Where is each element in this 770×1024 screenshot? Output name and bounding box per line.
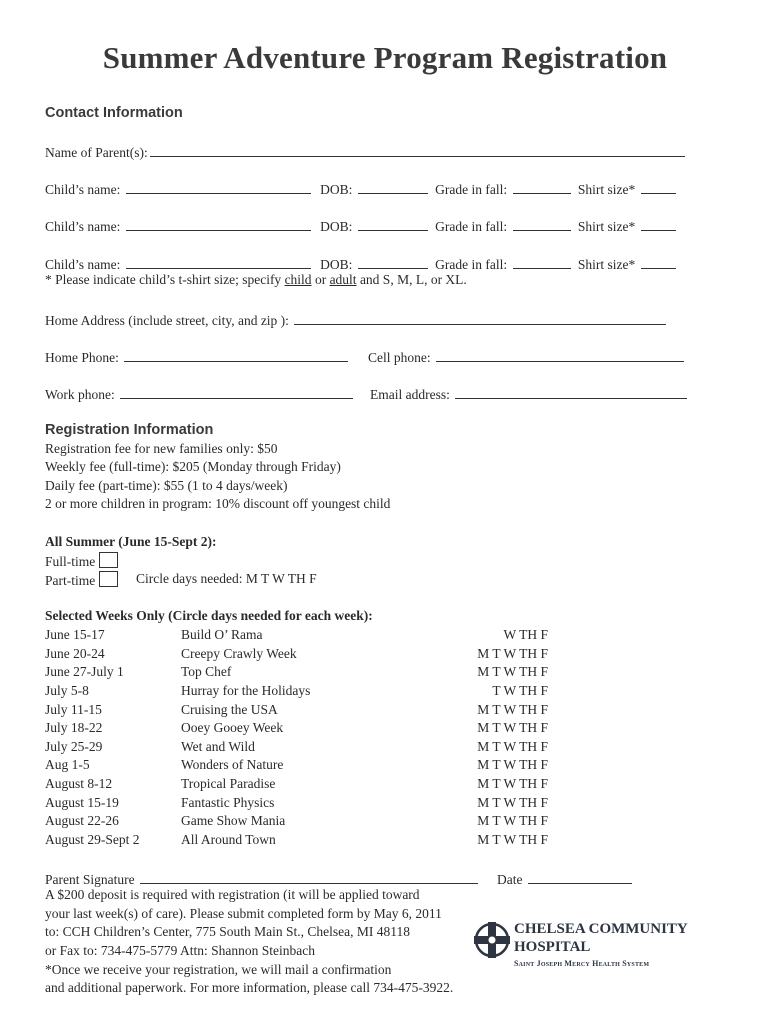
week-date: July 11-15 [45, 702, 102, 717]
week-days[interactable]: M T W TH F [477, 832, 548, 847]
contact-heading: Contact Information [45, 105, 183, 121]
child-name-field[interactable] [126, 254, 311, 269]
child-name-field[interactable] [126, 179, 311, 194]
cell-phone-row [368, 347, 686, 366]
footer-line: A $200 deposit is required with registration (it will be applied toward [45, 887, 420, 902]
week-days[interactable]: M T W TH F [477, 720, 548, 735]
parent-name-label: Name of Parent(s): [45, 145, 148, 160]
grade-field[interactable] [513, 179, 571, 194]
signature-row [45, 869, 480, 888]
work-phone-row [45, 384, 355, 403]
parttime-checkbox[interactable] [99, 571, 118, 587]
week-days[interactable]: M T W TH F [477, 813, 548, 828]
week-days[interactable]: M T W TH F [477, 739, 548, 754]
footer-line: or Fax to: 734-475-5779 Attn: Shannon Steinbach [45, 943, 315, 958]
hospital-logo [474, 920, 510, 965]
all-summer-heading: All Summer (June 15-Sept 2): [45, 534, 217, 549]
home-phone-row [45, 347, 350, 366]
page-title: Summer Adventure Program Registration [102, 40, 668, 75]
work-phone-label: Work phone: [45, 387, 115, 402]
email-label: Email address: [370, 387, 450, 402]
parttime-row [45, 571, 118, 589]
week-days[interactable]: M T W TH F [477, 776, 548, 791]
dob-label: DOB: [320, 219, 353, 234]
week-theme: Cruising the USA [181, 702, 278, 717]
week-date: August 22-26 [45, 813, 119, 828]
week-days[interactable]: T W TH F [492, 683, 548, 698]
shirt-label: Shirt size* [577, 257, 636, 272]
home-address-row [45, 310, 668, 329]
week-theme: Hurray for the Holidays [181, 683, 311, 698]
shirt-size-note: * Please indicate child’s t-shirt size; specify child or adult and S, M, L, or XL. [45, 272, 467, 287]
parttime-label: Part-time [45, 573, 96, 588]
fee-line: Registration fee for new families only: $50 [45, 441, 278, 456]
week-date: August 8-12 [45, 776, 113, 791]
week-theme: Game Show Mania [181, 813, 286, 828]
week-days[interactable]: M T W TH F [477, 664, 548, 679]
week-days[interactable]: M T W TH F [477, 757, 548, 772]
date-row [497, 869, 634, 888]
child-name-label: Child’s name: [45, 182, 121, 197]
fulltime-row [45, 552, 118, 570]
footer-line: to: CCH Children’s Center, 775 South Main St., Chelsea, MI 48118 [45, 924, 410, 939]
week-theme: Fantastic Physics [181, 795, 275, 810]
logo-tagline: Saint Joseph Mercy Health System [514, 959, 650, 968]
child-name-label: Child’s name: [45, 257, 121, 272]
week-theme: Wonders of Nature [181, 757, 284, 772]
home-phone-label: Home Phone: [45, 350, 119, 365]
week-date: June 27-July 1 [45, 664, 124, 679]
email-field[interactable] [455, 384, 687, 399]
signature-label: Parent Signature [45, 872, 135, 887]
fee-line: 2 or more children in program: 10% discount off youngest child [45, 496, 391, 511]
date-field[interactable] [528, 869, 632, 884]
shirt-label: Shirt size* [577, 219, 636, 234]
parent-name-row [45, 142, 687, 161]
week-date: August 15-19 [45, 795, 119, 810]
week-date: June 20-24 [45, 646, 105, 661]
parent-name-field[interactable] [150, 142, 685, 157]
week-date: August 29-Sept 2 [45, 832, 140, 847]
child-row-2 [45, 216, 678, 235]
week-theme: Creepy Crawly Week [181, 646, 297, 661]
dob-field[interactable] [358, 179, 428, 194]
shirt-field[interactable] [641, 179, 676, 194]
grade-field[interactable] [513, 216, 571, 231]
grade-label: Grade in fall: [435, 182, 508, 197]
week-days[interactable]: M T W TH F [477, 646, 548, 661]
week-theme: Build O’ Rama [181, 627, 263, 642]
dob-label: DOB: [320, 182, 353, 197]
cell-phone-label: Cell phone: [368, 350, 431, 365]
fee-line: Weekly fee (full-time): $205 (Monday through Friday) [45, 459, 341, 474]
footer-line: and additional paperwork. For more information, please call 734-475-3922. [45, 980, 454, 995]
week-theme: Wet and Wild [181, 739, 255, 754]
dob-field[interactable] [358, 254, 428, 269]
week-theme: Top Chef [181, 664, 232, 679]
cross-star-icon [474, 920, 510, 960]
shirt-label: Shirt size* [577, 182, 636, 197]
week-date: July 25-29 [45, 739, 103, 754]
child-row-3 [45, 254, 678, 273]
fulltime-checkbox[interactable] [99, 552, 118, 568]
home-address-field[interactable] [294, 310, 666, 325]
week-days[interactable]: M T W TH F [477, 795, 548, 810]
circle-days-label: Circle days needed: M T W TH F [136, 571, 317, 586]
dob-field[interactable] [358, 216, 428, 231]
week-date: July 18-22 [45, 720, 103, 735]
work-phone-field[interactable] [120, 384, 353, 399]
date-label: Date [497, 872, 523, 887]
footer-line: your last week(s) of care). Please submit completed form by May 6, 2011 [45, 906, 442, 921]
home-phone-field[interactable] [124, 347, 348, 362]
grade-field[interactable] [513, 254, 571, 269]
logo-line-1: CHELSEA COMMUNITY [514, 921, 688, 937]
week-date: Aug 1-5 [45, 757, 90, 772]
grade-label: Grade in fall: [435, 219, 508, 234]
signature-field[interactable] [140, 869, 478, 884]
week-date: June 15-17 [45, 627, 105, 642]
logo-line-2: HOSPITAL [514, 939, 591, 955]
week-days[interactable]: W TH F [503, 627, 548, 642]
footer-line: *Once we receive your registration, we will mail a confirmation [45, 962, 392, 977]
registration-heading: Registration Information [45, 422, 214, 438]
weeks-heading: Selected Weeks Only (Circle days needed for each week): [45, 608, 373, 623]
week-theme: All Around Town [181, 832, 276, 847]
shirt-field[interactable] [641, 216, 676, 231]
child-name-field[interactable] [126, 216, 311, 231]
week-theme: Ooey Gooey Week [181, 720, 284, 735]
dob-label: DOB: [320, 257, 353, 272]
fulltime-label: Full-time [45, 554, 96, 569]
email-row [370, 384, 689, 403]
week-date: July 5-8 [45, 683, 89, 698]
week-theme: Tropical Paradise [181, 776, 276, 791]
fee-line: Daily fee (part-time): $55 (1 to 4 days/week) [45, 478, 288, 493]
shirt-field[interactable] [641, 254, 676, 269]
cell-phone-field[interactable] [436, 347, 684, 362]
child-row-1 [45, 179, 678, 198]
home-address-label: Home Address (include street, city, and zip ): [45, 313, 289, 328]
week-days[interactable]: M T W TH F [477, 702, 548, 717]
child-name-label: Child’s name: [45, 219, 121, 234]
grade-label: Grade in fall: [435, 257, 508, 272]
